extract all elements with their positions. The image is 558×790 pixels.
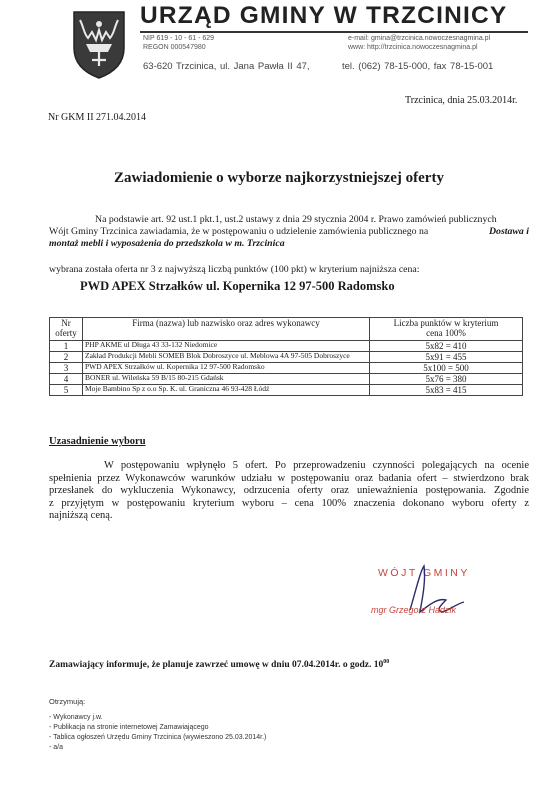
recipients-label: Otrzymują: — [49, 697, 86, 706]
recipient-item: - Wykonawcy j.w. — [49, 714, 103, 721]
reference-number: Nr GKM II 271.04.2014 — [48, 112, 147, 123]
justification-body — [49, 460, 529, 523]
row-points: 5x76 = 380 — [370, 374, 523, 385]
contract-date-text: Zamawiający informuje, że planuje zawrzeć umowę w dniu 07.04.2014r. o godz. 10 — [49, 660, 384, 671]
row-firm: Moje Bambino Sp z o.o Sp. K. ul. Graniczna 46 93-428 Łódź — [83, 385, 370, 396]
row-nr: 3 — [50, 363, 83, 374]
row-firm: PWD APEX Strzałków ul. Kopernika 12 97-500 Radomsko — [83, 363, 370, 374]
office-address-line — [143, 61, 494, 72]
intro-line-1: Na podstawie art. 92 ust.1 pkt.1, ust.2 ustawy z dnia 29 stycznia 2004 r. Prawo zamówień publicznych — [95, 214, 497, 225]
table-header-row — [50, 318, 523, 341]
email-address: e-mail: gmina@trzcinica.nowoczesnagmina.pl — [348, 35, 491, 42]
row-firm: BONER ul. Wileńska 59 B/15 80-215 Gdańsk — [83, 374, 370, 385]
letterhead-divider — [140, 31, 528, 33]
nip-number: NIP 619 - 10 - 61 - 629 — [143, 35, 215, 42]
header-points — [370, 318, 523, 341]
table-row — [50, 374, 523, 385]
table-row — [50, 341, 523, 352]
office-name: URZĄD GMINY W TRZCINICY — [140, 2, 508, 29]
table-row — [50, 385, 523, 396]
subject-start: Dostawa i — [488, 226, 529, 237]
website-address: www: http://trzcinica.nowoczesnagmina.pl — [348, 44, 478, 51]
justification-heading: Uzasadnienie wyboru — [49, 436, 146, 447]
regon-number: REGON 000547980 — [143, 44, 206, 51]
table-row — [50, 352, 523, 363]
winning-bidder: PWD APEX Strzałków ul. Kopernika 12 97-500 Radomsko — [80, 279, 395, 293]
document-title: Zawiadomienie o wyborze najkorzystniejszej oferty — [114, 170, 444, 186]
office-phone: tel. (062) 78-15-000, fax 78-15-001 — [342, 61, 494, 72]
header-firm: Firma (nazwa) lub nazwisko oraz adres wykonawcy — [83, 318, 370, 341]
justification-line-2: spełnienia przez Wykonawców warunków udziału w postępowaniu oraz badania ofert – stwierdzono brak — [49, 472, 529, 484]
recipient-item: - Publikacja na stronie internetowej Zamawiającego — [49, 724, 209, 731]
contract-time-minutes: 00 — [383, 659, 390, 665]
office-address: 63-620 Trzcinica, ul. Jana Pawła II 47, — [143, 61, 310, 72]
row-nr: 5 — [50, 385, 83, 396]
row-nr: 4 — [50, 374, 83, 385]
coat-of-arms-icon — [70, 8, 128, 80]
justification-line-5: najniższą ceną. — [49, 510, 113, 521]
row-points: 5x91 = 455 — [370, 352, 523, 363]
row-firm: PHP AKME ul Długa 43 33-132 Niedomice — [83, 341, 370, 352]
header-points-line-1: Liczba punktów w kryterium — [393, 318, 499, 328]
justification-line-3: przesłanek do wykluczenia Wykonawcy, odrzucenia oferty oraz unieważnienia postępowania. Zgodnie — [49, 485, 529, 496]
contract-date-statement — [49, 659, 389, 670]
row-nr: 1 — [50, 341, 83, 352]
justification-line-4: z przyjętym w postępowaniu kryterium wyboru – cena 100% znaczenia dokonano wyboru oferty z — [49, 497, 529, 509]
header-nr: Nr oferty — [50, 318, 83, 341]
stamp-title: WÓJT GMINY — [378, 567, 470, 579]
row-points: 5x83 = 415 — [370, 385, 523, 396]
justification-line-1: W postępowaniu wpłynęło 5 ofert. Po przeprowadzeniu czynności polegających na ocenie — [104, 460, 529, 471]
place-date: Trzcinica, dnia 25.03.2014r. — [405, 95, 518, 106]
row-nr: 2 — [50, 352, 83, 363]
recipient-item: - Tablica ogłoszeń Urzędu Gminy Trzcinica (wywieszono 25.03.2014r.) — [49, 734, 267, 741]
table-row — [50, 363, 523, 374]
header-points-line-2: cena 100% — [426, 328, 466, 338]
row-points: 5x100 = 500 — [370, 363, 523, 374]
stamp-name: mgr Grzegorz Hadzik — [371, 605, 457, 615]
subject-line: montaż mebli i wyposażenia do przedszkola w m. Trzcinica — [49, 238, 285, 249]
recipient-item: - a/a — [49, 744, 64, 751]
row-firm: Zakład Produkcji Mebli SOMEB Blok Dobroszyce ul. Meblowa 4A 97-505 Dobroszyce — [83, 352, 370, 363]
intro-line-2 — [49, 226, 529, 238]
offers-table — [49, 317, 523, 396]
row-points: 5x82 = 410 — [370, 341, 523, 352]
selection-statement: wybrana została oferta nr 3 z najwyższą liczbą punktów (100 pkt) w kryterium najniższa cena: — [49, 264, 420, 275]
intro-line-2-text: Wójt Gminy Trzcinica zawiadamia, że w postępowaniu o udzielenie zamówienia publicznego na — [49, 226, 429, 237]
